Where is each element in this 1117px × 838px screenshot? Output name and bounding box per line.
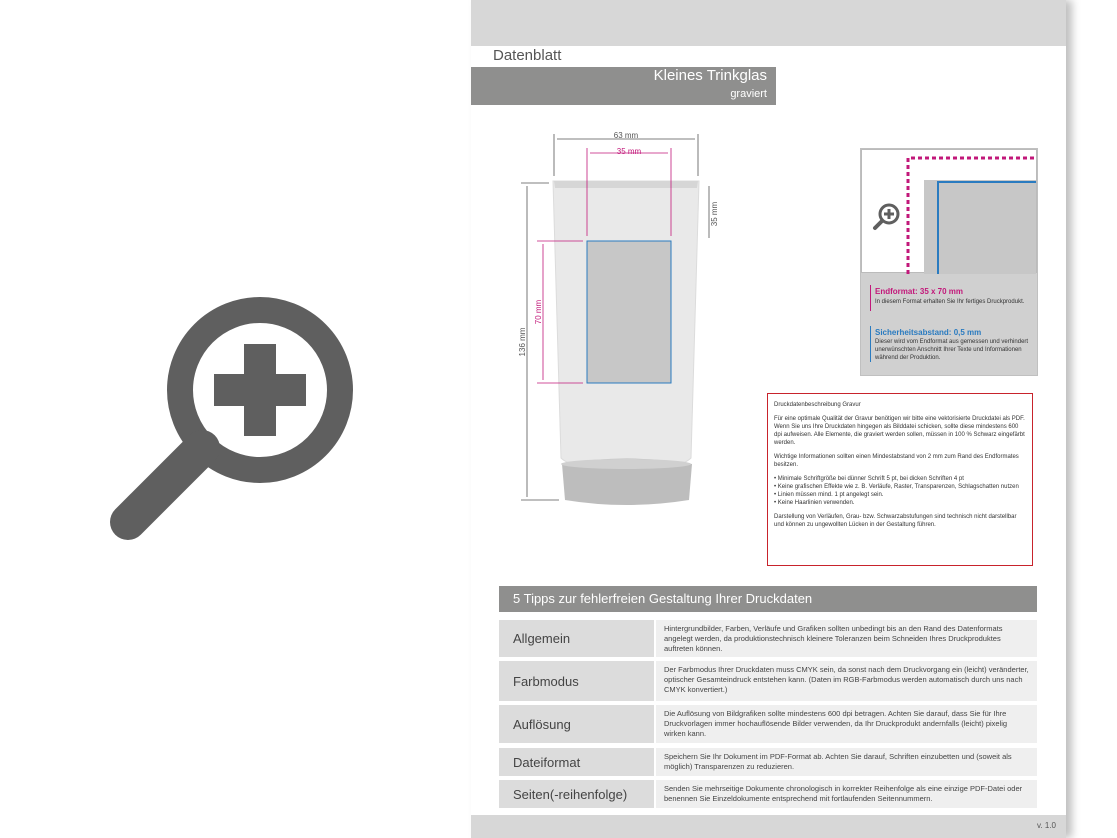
description-p2: Wichtige Informationen sollten einen Mindestabstand von 2 mm zum Rand des Endformates besitzen. [774, 454, 1019, 468]
tip-text: Hintergrundbilder, Farben, Verläufe und Grafiken sollten unbedingt bis an den Rand des Datenformats angelegt werden, da produktionstechnisch kleinere Toleranzen beim Schneiden Ihres Druckproduktes auftreten können. [656, 620, 1037, 657]
datasheet-page [471, 0, 1066, 838]
header-tab-label: Datenblatt [493, 47, 562, 64]
format-info-box [860, 148, 1038, 376]
dim-width-print: 35 mm [616, 147, 642, 156]
safety-heading: Sicherheitsabstand: 0,5 mm [875, 328, 982, 337]
tip-row [499, 661, 1037, 701]
tip-text: Speichern Sie Ihr Dokument im PDF-Format ab. Achten Sie darauf, Schriften einzubetten und (soweit als möglich) Transparenzen zu reduzieren. [656, 748, 1037, 776]
safety-text: Dieser wird vom Endformat aus gemessen und verhindert unerwünschten Anschnitt Ihrer Texte und Informationen während der Produktion. [875, 339, 1029, 361]
tip-label: Auflösung [499, 705, 654, 743]
description-list-item: • Keine grafischen Effekte wie z. B. Verläufe, Raster, Transparenzen, Schlagschatten nutzen [774, 484, 1019, 490]
tip-label: Allgemein [499, 620, 654, 657]
dim-height-total: 136 mm [518, 327, 527, 357]
product-title: Kleines Trinkglas [653, 67, 767, 84]
zoom-in-icon[interactable] [100, 290, 360, 550]
description-p1: Für eine optimale Qualität der Gravur benötigen wir bitte eine vektorisierte Druckdatei als PDF. Wenn Sie uns Ihre Druckdaten hingegen als Bilddatei schicken, sollte diese mindestens 600 dpi aufweisen. Alle Elemente, die graviert werden sollen, müssen in 100 % Schwarz eingefärbt werden. [774, 416, 1025, 446]
header-tab [471, 46, 591, 67]
tip-text: Der Farbmodus Ihrer Druckdaten muss CMYK sein, da sonst nach dem Druckvorgang ein (leicht) veränderter, optischer Gesamteindruck entstehen kann. (Daten im RGB-Farbmodus werden automatisch durch uns nach CMYK konvertiert.) [656, 661, 1037, 701]
endformat-rule [870, 285, 871, 311]
glass-diagram [511, 128, 721, 518]
dim-width-total: 63 mm [613, 131, 639, 140]
version-label: v. 1.0 [1037, 821, 1056, 830]
header-top-band [471, 0, 1066, 46]
endformat-text: In diesem Format erhalten Sie Ihr fertiges Druckprodukt. [875, 299, 1025, 305]
magnifier-icon[interactable] [872, 202, 902, 232]
tips-heading-bar [499, 586, 1037, 612]
tip-row [499, 780, 1037, 808]
tip-label: Farbmodus [499, 661, 654, 701]
engraving-description-box [767, 393, 1033, 566]
footer-bar [471, 815, 1066, 838]
tip-text: Senden Sie mehrseitige Dokumente chronologisch in korrekter Reihenfolge als eine einzige PDF-Datei oder benennen Sie Einzeldokumente entsprechend mit fortlaufenden Seitennummern. [656, 780, 1037, 808]
product-subtitle: graviert [730, 88, 767, 100]
description-list-item: • Linien müssen mind. 1 pt angelegt sein. [774, 492, 884, 498]
endformat-heading: Endformat: 35 x 70 mm [875, 287, 964, 296]
description-list-item: • Minimale Schriftgröße bei dünner Schrift 5 pt, bei dicken Schriften 4 pt [774, 476, 964, 482]
tip-row [499, 620, 1037, 657]
description-p3: Darstellung von Verläufen, Grau- bzw. Schwarzabstufungen sind technisch nicht darstellbar und können zu ungewollten Lücken in der Gestaltung führen. [774, 514, 1017, 528]
safety-rule [870, 326, 871, 362]
description-list-item: • Keine Haarlinien verwenden. [774, 500, 855, 506]
tip-row [499, 705, 1037, 743]
tip-row [499, 748, 1037, 776]
tip-label: Seiten(-reihenfolge) [499, 780, 654, 808]
dim-height-top: 35 mm [710, 201, 719, 227]
tips-heading: 5 Tipps zur fehlerfreien Gestaltung Ihrer Druckdaten [513, 591, 813, 606]
tip-text: Die Auflösung von Bildgrafiken sollte mindestens 600 dpi betragen. Achten Sie darauf, dass Sie für Ihre Druckvorlagen immer hochauflösende Bilder verwenden, da Ihr Druckprodukt andernfalls (leicht) pixelig wirken kann. [656, 705, 1037, 743]
format-preview [861, 149, 1037, 273]
description-title: Druckdatenbeschreibung Gravur [774, 402, 861, 408]
dim-height-print: 70 mm [534, 299, 543, 325]
tip-label: Dateiformat [499, 748, 654, 776]
